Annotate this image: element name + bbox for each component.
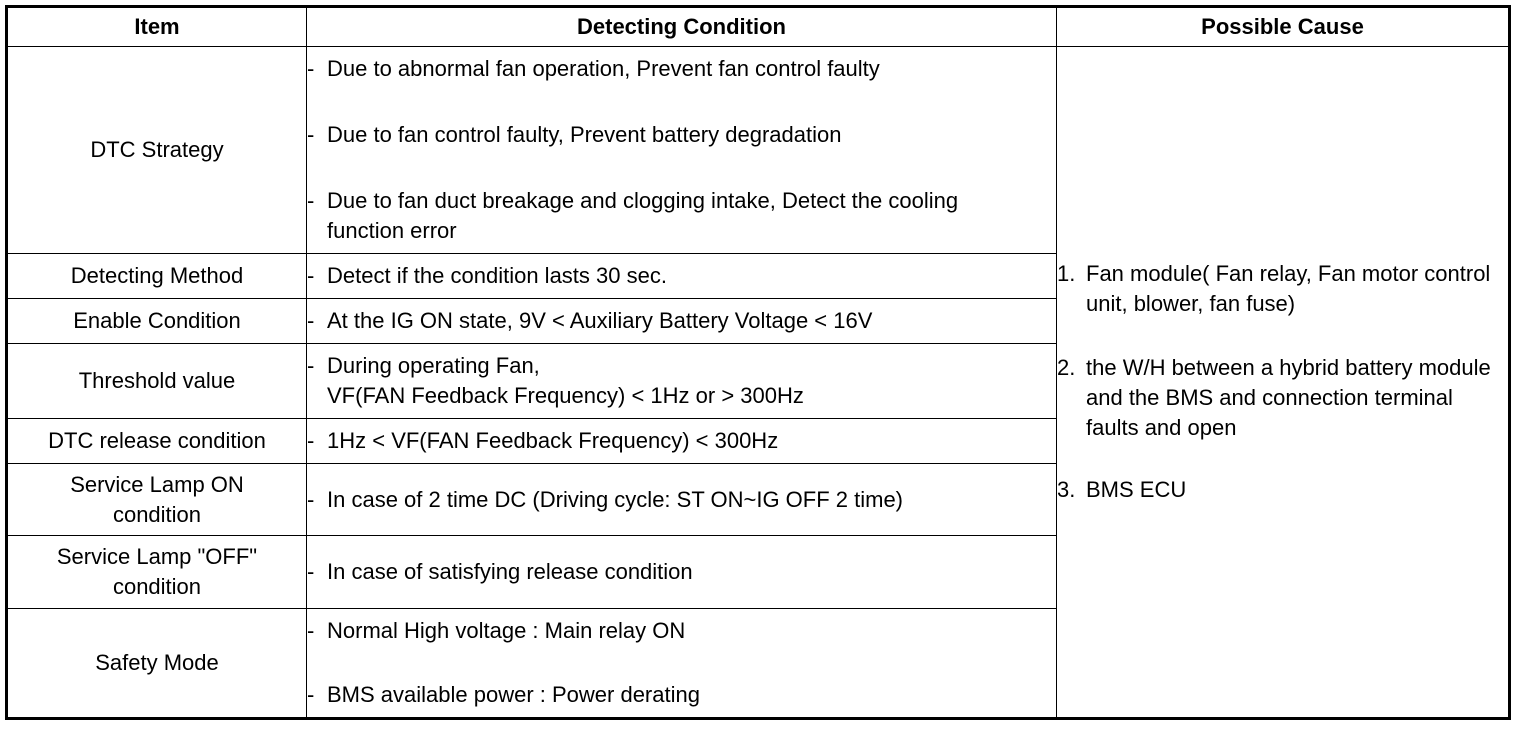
list-item: [307, 54, 1056, 84]
dash-marker: -: [307, 56, 315, 81]
dash-marker: -: [307, 486, 315, 512]
list-item: [307, 351, 1056, 411]
condition-text: Due to abnormal fan operation, Prevent fan control faulty: [327, 56, 880, 81]
condition-text: Detect if the condition lasts 30 sec.: [327, 263, 667, 288]
header-detecting-condition: Detecting Condition: [307, 7, 1057, 47]
condition-text: Due to fan duct breakage and clogging intake, Detect the cooling function error: [327, 188, 959, 243]
item-line: condition: [112, 574, 202, 599]
list-item: [307, 557, 1056, 587]
condition-service-lamp-off: [307, 536, 1057, 609]
dash-marker: -: [307, 353, 315, 378]
header-possible-cause: Possible Cause: [1057, 7, 1510, 47]
cause-item: [1057, 475, 1508, 505]
condition-text: 1Hz < VF(FAN Feedback Frequency) < 300Hz: [327, 428, 779, 453]
list-item: [307, 426, 1056, 456]
cause-number: 2.: [1057, 355, 1076, 380]
item-line: condition: [112, 501, 202, 527]
condition-text: Due to fan control faulty, Prevent battery degradation: [327, 122, 842, 147]
condition-safety-mode: [307, 609, 1057, 719]
condition-text: BMS available power : Power derating: [327, 682, 700, 707]
table-header-row: [7, 7, 1510, 47]
dash-marker: -: [307, 618, 315, 643]
condition-threshold-value: [307, 344, 1057, 419]
dash-marker: -: [307, 122, 315, 147]
list-item: [307, 680, 1056, 710]
item-dtc-release-condition: DTC release condition: [7, 419, 307, 464]
condition-dtc-strategy: [307, 47, 1057, 254]
condition-text: In case of satisfying release condition: [327, 559, 693, 584]
condition-text: Normal High voltage : Main relay ON: [327, 618, 686, 643]
condition-text: During operating Fan, VF(FAN Feedback Frequency) < 1Hz or > 300Hz: [327, 353, 804, 408]
cause-item: [1057, 259, 1508, 319]
item-safety-mode: Safety Mode: [7, 609, 307, 719]
condition-text: In case of 2 time DC (Driving cycle: ST ON~IG OFF 2 time): [327, 486, 904, 512]
item-line: Service Lamp ON: [70, 471, 244, 497]
list-item: [307, 485, 1056, 515]
list-item: [307, 186, 1056, 246]
item-enable-condition: Enable Condition: [7, 299, 307, 344]
condition-dtc-release: [307, 419, 1057, 464]
item-service-lamp-off: [7, 536, 307, 609]
item-service-lamp-on: [7, 464, 307, 536]
cause-text: the W/H between a hybrid battery module and the BMS and connection terminal faults and open: [1086, 355, 1491, 440]
dash-marker: -: [307, 188, 315, 213]
cause-text: BMS ECU: [1086, 477, 1187, 502]
dash-marker: -: [307, 263, 315, 288]
condition-enable-condition: [307, 299, 1057, 344]
cause-text: Fan module( Fan relay, Fan motor control unit, blower, fan fuse): [1086, 261, 1491, 316]
dash-marker: -: [307, 428, 315, 453]
condition-service-lamp-on: [307, 464, 1057, 536]
dash-marker: -: [307, 559, 315, 584]
possible-cause-cell: [1057, 47, 1510, 719]
dash-marker: -: [307, 682, 315, 707]
list-item: [307, 306, 1056, 336]
item-line: Service Lamp "OFF": [56, 544, 258, 569]
condition-detecting-method: [307, 254, 1057, 299]
item-detecting-method: Detecting Method: [7, 254, 307, 299]
list-item: [307, 616, 1056, 646]
dtc-spec-table: [5, 5, 1511, 720]
condition-text: At the IG ON state, 9V < Auxiliary Battery Voltage < 16V: [327, 308, 873, 333]
table-row: [7, 47, 1510, 254]
cause-number: 3.: [1057, 477, 1076, 502]
item-threshold-value: Threshold value: [7, 344, 307, 419]
list-item: [307, 261, 1056, 291]
item-dtc-strategy: DTC Strategy: [7, 47, 307, 254]
cause-number: 1.: [1057, 261, 1076, 286]
dash-marker: -: [307, 308, 315, 333]
cause-item: [1057, 353, 1508, 443]
list-item: [307, 120, 1056, 150]
header-item: Item: [7, 7, 307, 47]
